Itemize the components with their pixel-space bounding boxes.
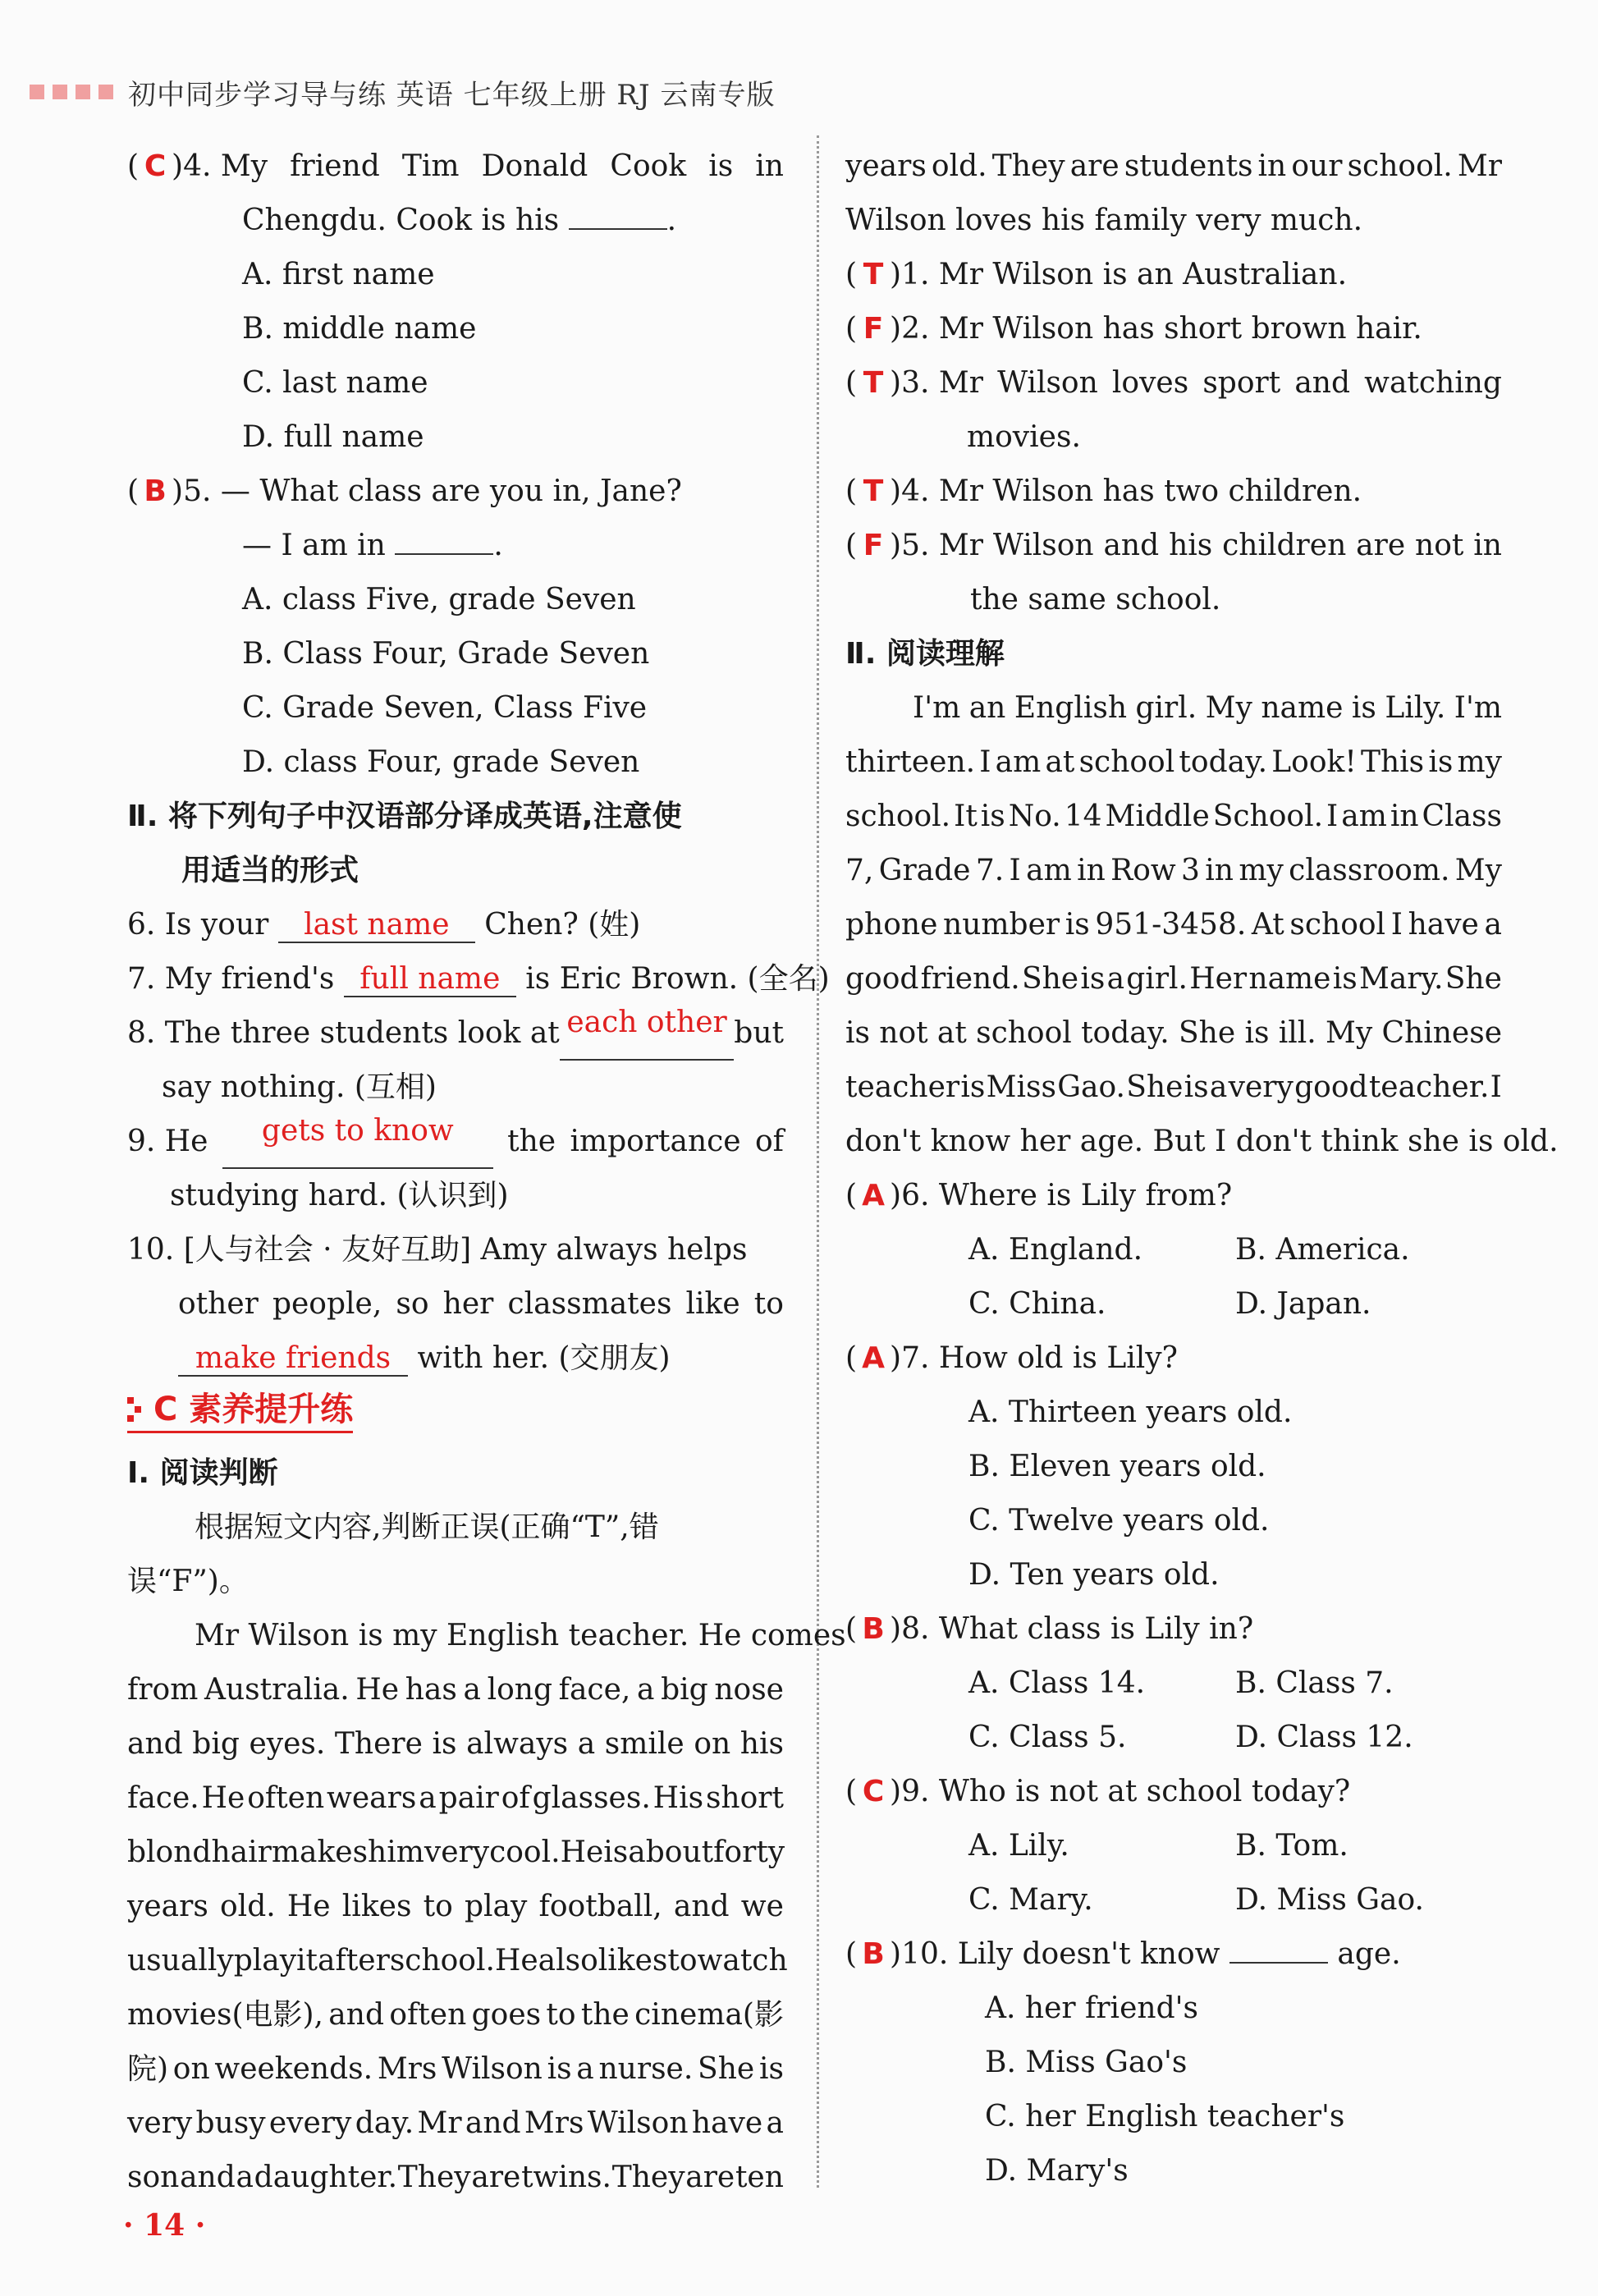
option: A. Lily. <box>968 1829 1069 1863</box>
option: B. America. <box>1235 1233 1410 1267</box>
answer-mark: B <box>144 474 167 508</box>
passage-cont <box>845 140 1502 248</box>
passage-line: 院) on weekends. Mrs Wilson is a nurse. She is <box>127 2052 784 2086</box>
option: D. Miss Gao. <box>1235 1883 1424 1917</box>
options-row <box>845 1873 1502 1927</box>
left-column <box>127 140 846 2205</box>
passage-line: movies(电影), and often goes to the cinema(影 <box>127 1998 784 2032</box>
option: D. class Four, grade Seven <box>242 745 640 779</box>
answer-blank <box>395 524 493 555</box>
options-row <box>845 1711 1502 1765</box>
filled-answer: full name <box>344 963 516 997</box>
answer-blank <box>1229 1932 1328 1964</box>
question-10-end: make friends with her. (交朋友) <box>127 1331 784 1386</box>
header-square-icon <box>53 85 67 99</box>
right-column <box>845 140 1559 2198</box>
section-c-heading: C 素养提升练 <box>127 1386 784 1446</box>
option: B. Eleven years old. <box>968 1450 1266 1483</box>
option: C. Class 5. <box>968 1721 1127 1754</box>
filled-answer: each other <box>560 1006 735 1061</box>
tf-item-1: ( T )1. Mr Wilson is an Australian. <box>845 248 1502 302</box>
tf-item-5-cont: the same school. <box>970 583 1221 616</box>
options-row <box>845 1223 1502 1277</box>
header-square-icon <box>76 85 90 99</box>
section-i-heading: Ⅰ. 阅读判断 <box>127 1456 278 1490</box>
option: A. her friend's <box>985 1991 1198 2025</box>
option: A. Class 14. <box>968 1666 1146 1700</box>
section-heading-cont: 用适当的形式 <box>181 854 359 887</box>
option: D. Class 12. <box>1235 1721 1413 1754</box>
option: D. full name <box>242 420 424 454</box>
passage-line: years old. They are students in our school. Mr <box>845 149 1502 183</box>
tf-item-3-cont: movies. <box>967 420 1081 454</box>
option: B. Class Four, Grade Seven <box>242 637 650 671</box>
column-divider <box>817 135 819 2188</box>
question-4: ( C )4. My friend Tim Donald Cook is in <box>127 140 784 194</box>
filled-answer: make friends <box>178 1342 408 1377</box>
passage <box>127 1609 846 2205</box>
question-4-stem: Chengdu. Cook is his . <box>127 194 784 248</box>
question-r10: ( B )10. Lily doesn't know age. <box>845 1927 1502 1982</box>
header-square-icon <box>98 85 113 99</box>
option: C. Twelve years old. <box>968 1504 1270 1538</box>
page-header <box>30 69 775 115</box>
instructions: 根据短文内容,判断正误(正确“T”,错 <box>195 1510 659 1544</box>
question-8-cont: say nothing. (互相) <box>162 1070 437 1104</box>
option: B. Class 7. <box>1235 1666 1394 1700</box>
reading-passage <box>845 681 1559 1169</box>
header-title: 初中同步学习导与练 英语 七年级上册 RJ 云南专版 <box>128 78 776 112</box>
options-row <box>845 1277 1502 1331</box>
passage-line: son and a daughter. They are twins. They are ten <box>127 2161 784 2194</box>
option: B. Miss Gao's <box>985 2046 1188 2079</box>
answer-mark: C <box>144 149 167 183</box>
option: A. England. <box>968 1233 1143 1267</box>
answer-mark: T <box>863 366 884 400</box>
options-row <box>845 1819 1502 1873</box>
passage-line: is not at school today. She is ill. My Chinese <box>845 1016 1502 1050</box>
passage-line: Wilson loves his family very much. <box>845 204 1363 237</box>
filled-answer: last name <box>278 909 475 943</box>
passage-line: phone number is 951-3458. At school I have a <box>845 908 1502 942</box>
tf-item-4: ( T )4. Mr Wilson has two children. <box>845 465 1502 519</box>
passage-line: usually play it after school. He also likes to watch <box>127 1944 788 1977</box>
option: C. Mary. <box>968 1883 1093 1917</box>
passage-line: 7, Grade 7. I am in Row 3 in my classroom. My <box>845 854 1502 887</box>
section-ii-heading: Ⅱ. 阅读理解 <box>845 637 1005 671</box>
option: C. China. <box>968 1287 1106 1321</box>
option: A. class Five, grade Seven <box>242 583 636 616</box>
question-10-cont: other people, so her classmates like to <box>178 1287 784 1321</box>
passage-line: from Australia. He has a long face, a big nose <box>127 1673 784 1707</box>
passage-line: and big eyes. There is always a smile on his <box>127 1727 784 1761</box>
question-r7: ( A )7. How old is Lily? <box>845 1331 1502 1386</box>
answer-mark: F <box>863 312 884 346</box>
answer-mark: B <box>862 1612 885 1646</box>
passage-line: teacher is Miss Gao. She is a very good teacher. I <box>845 1070 1502 1104</box>
question-5: ( B )5. — What class are you in, Jane? <box>127 465 784 519</box>
passage-line: years old. He likes to play football, and we <box>127 1890 784 1923</box>
passage-line: school. It is No. 14 Middle School. I am in Class <box>845 800 1502 833</box>
option: A. first name <box>242 258 435 291</box>
option: D. Japan. <box>1235 1287 1371 1321</box>
passage-line: good friend. She is a girl. Her name is Mary. She <box>845 962 1502 996</box>
filled-answer: gets to know <box>222 1115 493 1169</box>
option: A. Thirteen years old. <box>968 1395 1293 1429</box>
answer-mark: T <box>863 474 884 508</box>
page-number: · 14 · <box>123 2208 206 2243</box>
header-square-icon <box>30 85 44 99</box>
section-heading: Ⅱ. 将下列句子中汉语部分译成英语,注意使 <box>127 800 682 833</box>
option: C. Grade Seven, Class Five <box>242 691 648 725</box>
answer-mark: A <box>862 1179 885 1212</box>
question-7: 7. My friend's full name is Eric Brown. (全名) <box>127 962 830 996</box>
passage-line: blond hair makes him very cool. He is about forty <box>127 1835 785 1869</box>
question-r6: ( A )6. Where is Lily from? <box>845 1169 1502 1223</box>
question-5-stem: — I am in . <box>127 519 784 573</box>
option: C. her English teacher's <box>985 2100 1345 2133</box>
question-10: 10. [人与社会 · 友好互助] Amy always helps <box>127 1233 748 1267</box>
passage-line: Mr Wilson is my English teacher. He comes <box>195 1619 846 1652</box>
option: C. last name <box>242 366 428 400</box>
question-9: 9. He gets to know the importance of <box>127 1115 784 1169</box>
answer-mark: F <box>863 529 884 562</box>
question-r8: ( B )8. What class is Lily in? <box>845 1602 1502 1657</box>
answer-mark: C <box>862 1775 885 1808</box>
option: B. middle name <box>242 312 477 346</box>
answer-mark: B <box>862 1937 885 1971</box>
passage-line: face. He often wears a pair of glasses. His short <box>127 1781 784 1815</box>
option: D. Mary's <box>985 2154 1129 2188</box>
question-9-cont: studying hard. (认识到) <box>170 1179 509 1212</box>
question-6: 6. Is your last name Chen? (姓) <box>127 908 641 942</box>
passage-line: don't know her age. But I don't think she is old. <box>845 1125 1559 1158</box>
tf-item-2: ( F )2. Mr Wilson has short brown hair. <box>845 302 1502 356</box>
answer-blank <box>569 199 667 230</box>
question-8: 8. The three students look at each other but <box>127 1006 784 1061</box>
passage-line: very busy every day. Mr and Mrs Wilson have a <box>127 2106 784 2140</box>
tf-item-3: ( T )3. Mr Wilson loves sport and watching <box>845 356 1502 410</box>
answer-mark: A <box>862 1341 885 1375</box>
tf-item-5: ( F )5. Mr Wilson and his children are not in <box>845 519 1502 573</box>
option: D. Ten years old. <box>968 1558 1220 1592</box>
passage-line: I'm an English girl. My name is Lily. I'm <box>913 691 1502 725</box>
options-row <box>845 1657 1502 1711</box>
passage-line: thirteen. I am at school today. Look! This is my <box>845 745 1502 779</box>
answer-mark: T <box>863 258 884 291</box>
option: B. Tom. <box>1235 1829 1348 1863</box>
instructions-cont: 误“F”)。 <box>127 1565 249 1598</box>
question-r9: ( C )9. Who is not at school today? <box>845 1765 1502 1819</box>
section-mark-icon <box>127 1397 142 1422</box>
